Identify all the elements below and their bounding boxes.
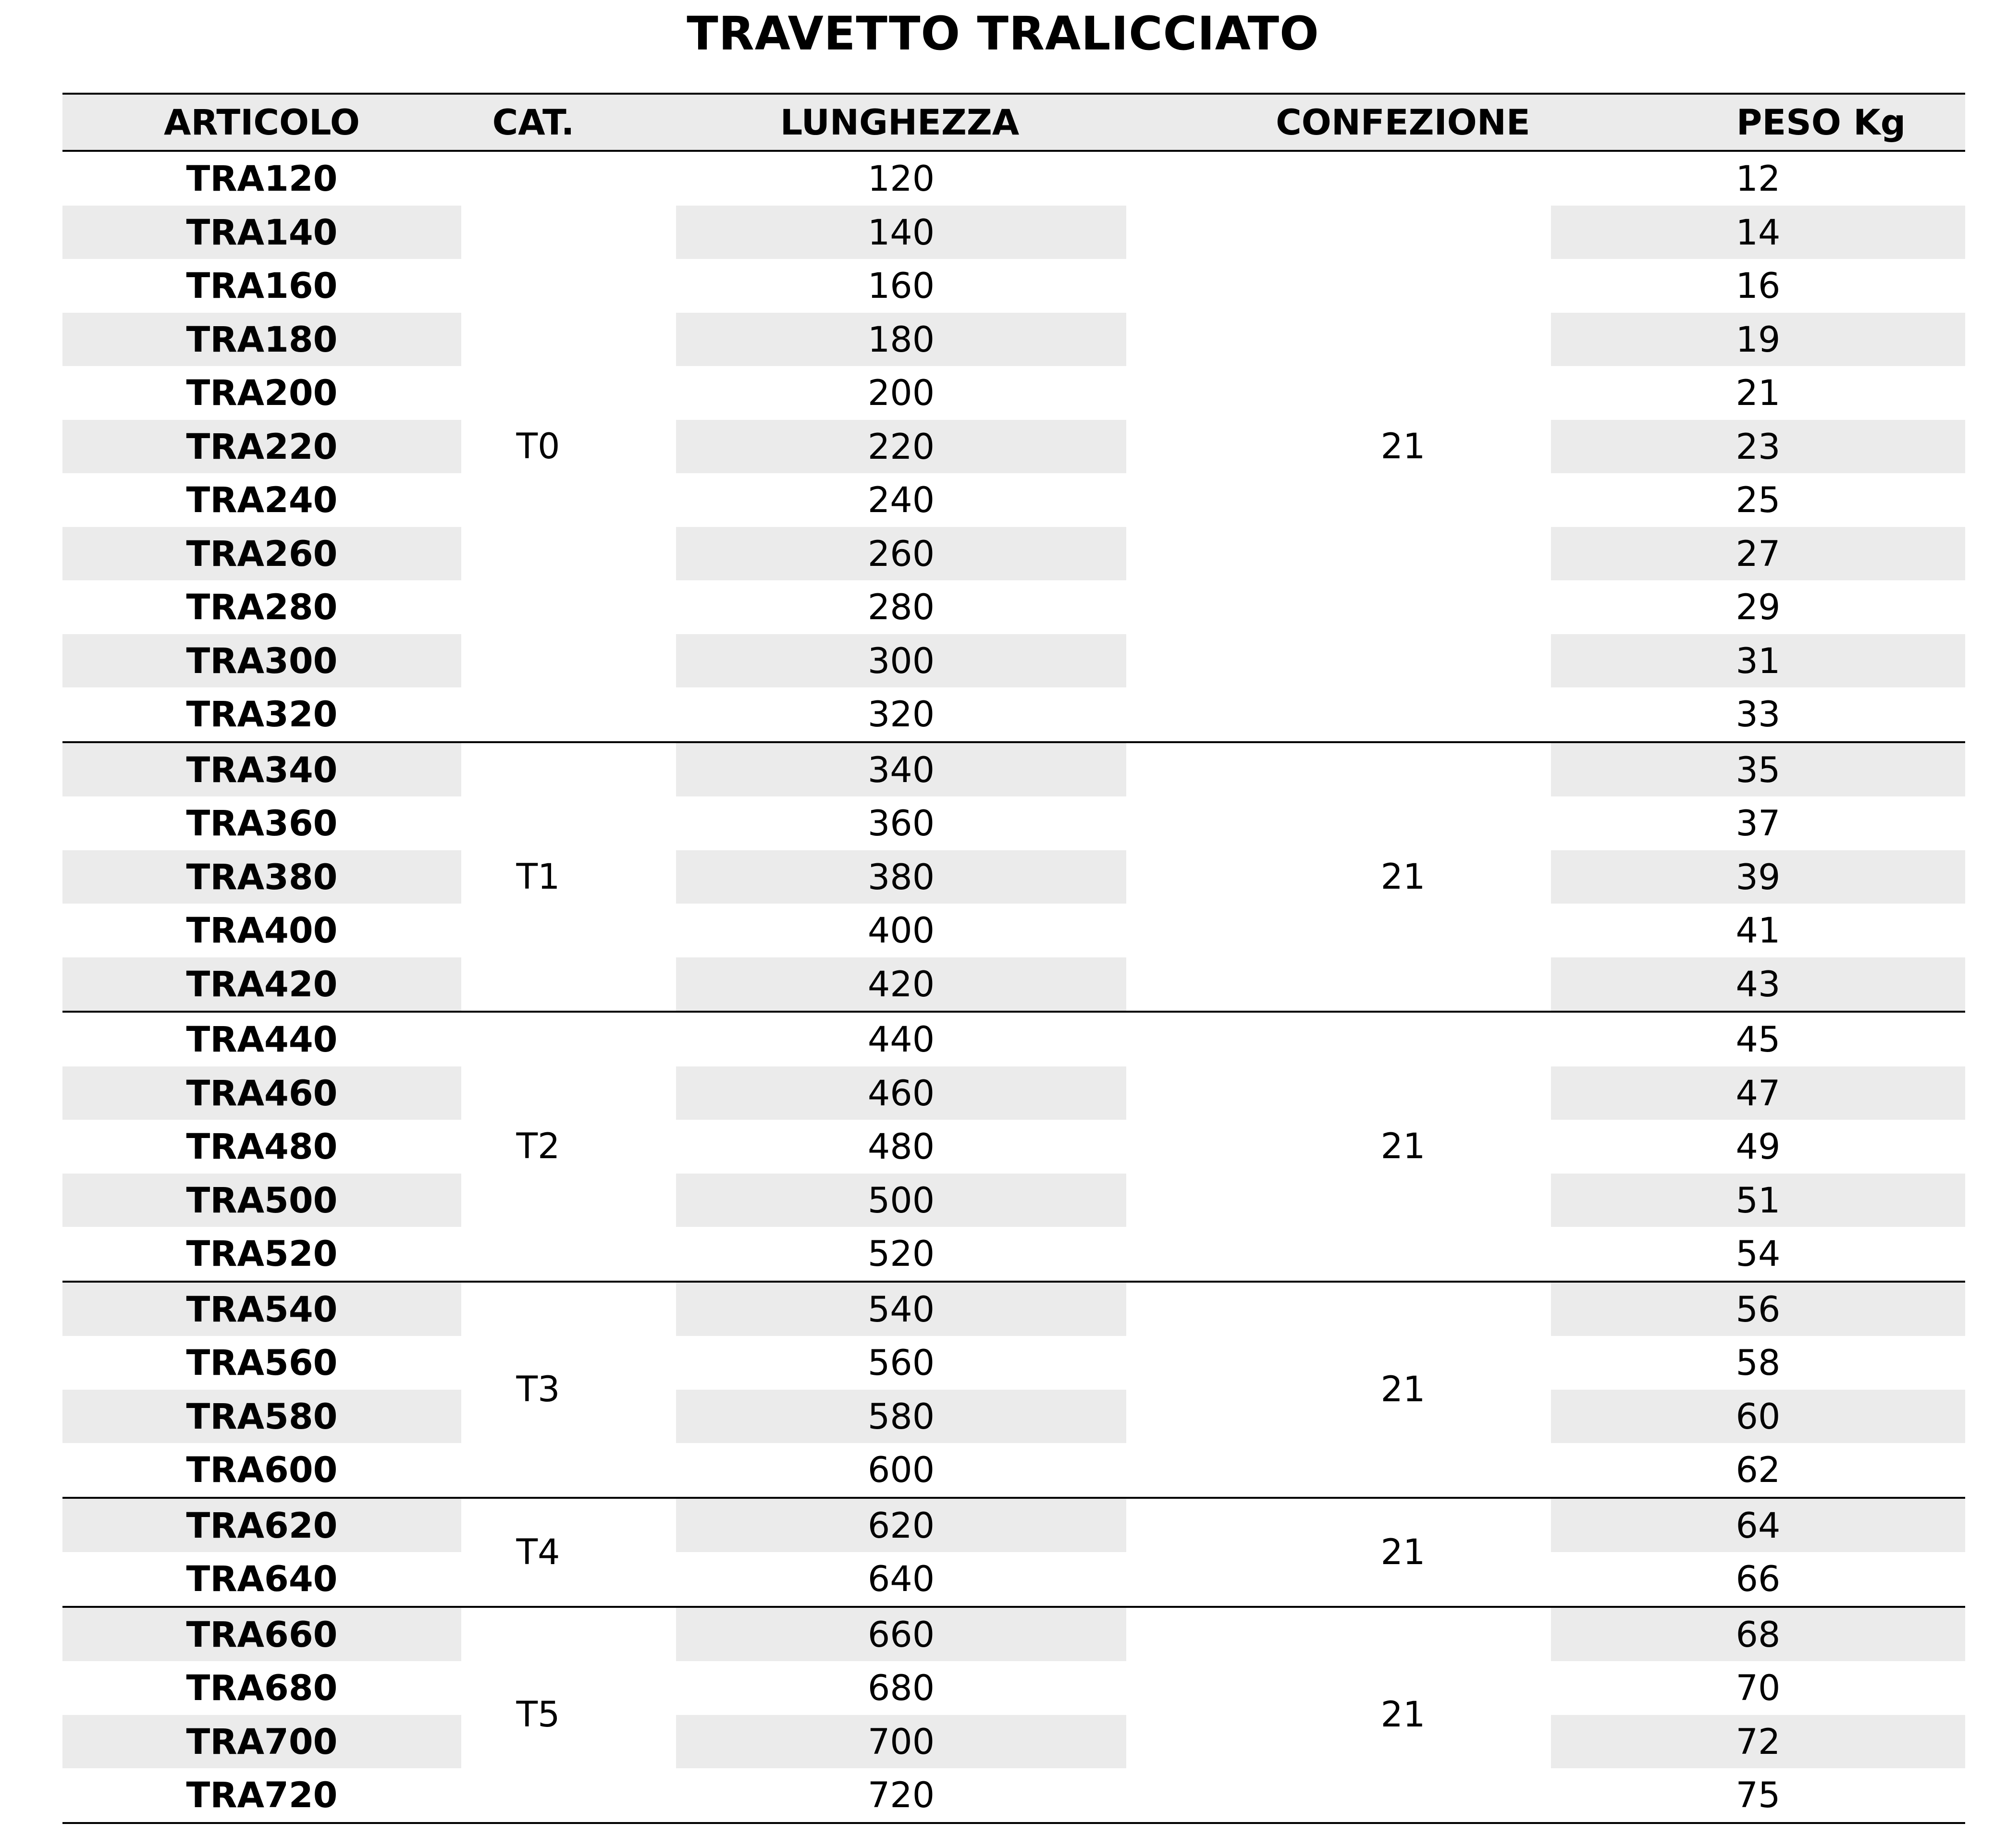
category-group: [62, 1608, 1965, 1824]
cell-articolo: TRA180: [62, 313, 461, 367]
cell-peso: 43: [1551, 957, 1965, 1011]
cell-confezione: 21: [1380, 856, 1426, 897]
table-row: [62, 1499, 1965, 1553]
cell-lunghezza: 520: [867, 1234, 935, 1274]
table-row: [62, 1066, 1965, 1120]
cell-peso: 58: [1735, 1343, 1781, 1383]
table-row: [62, 1715, 1965, 1769]
cell-lunghezza: 360: [867, 803, 935, 844]
cell-confezione: 21: [1380, 1126, 1426, 1167]
cell-lunghezza: 660: [676, 1608, 1126, 1662]
table-row: [62, 1227, 1965, 1281]
cell-articolo: TRA520: [186, 1234, 338, 1274]
cell-peso: 75: [1735, 1775, 1781, 1816]
cell-lunghezza: 140: [676, 206, 1126, 259]
cell-lunghezza: 160: [867, 266, 935, 306]
cell-lunghezza: 620: [676, 1499, 1126, 1553]
cell-lunghezza: 580: [676, 1390, 1126, 1444]
cell-articolo: TRA420: [62, 957, 461, 1011]
category-group: [62, 152, 1965, 743]
cell-articolo: TRA120: [186, 159, 338, 199]
cell-peso: 12: [1735, 159, 1781, 199]
table-row: [62, 527, 1965, 581]
cell-lunghezza: 380: [676, 850, 1126, 904]
cell-peso: 68: [1551, 1608, 1965, 1662]
cell-peso: 39: [1551, 850, 1965, 904]
category-group: [62, 1013, 1965, 1283]
cell-articolo: TRA500: [62, 1174, 461, 1227]
cell-confezione: 21: [1380, 1531, 1426, 1573]
cell-confezione: 21: [1380, 1369, 1426, 1410]
cell-lunghezza: 440: [867, 1019, 935, 1060]
category-group: [62, 1283, 1965, 1499]
cell-articolo: TRA220: [62, 420, 461, 474]
cell-peso: 70: [1735, 1668, 1781, 1709]
cell-peso: 45: [1735, 1019, 1781, 1060]
table-body: [62, 152, 1965, 1824]
cell-peso: 51: [1551, 1174, 1965, 1227]
cell-confezione: 21: [1380, 1694, 1426, 1735]
cell-peso: 33: [1735, 694, 1781, 735]
table-row: [62, 687, 1965, 741]
header-confezione: CONFEZIONE: [1276, 102, 1530, 143]
cell-lunghezza: 560: [867, 1343, 935, 1383]
table-row: [62, 1608, 1965, 1662]
cell-peso: 72: [1551, 1715, 1965, 1769]
cell-articolo: TRA140: [62, 206, 461, 259]
table-row: [62, 743, 1965, 797]
cell-lunghezza: 220: [676, 420, 1126, 474]
cell-peso: 16: [1735, 266, 1781, 306]
table-row: [62, 420, 1965, 474]
table-row: [62, 580, 1965, 634]
cell-peso: 31: [1551, 634, 1965, 688]
table-row: [62, 1283, 1965, 1336]
table-row: [62, 634, 1965, 688]
table-row: [62, 796, 1965, 850]
header-peso: PESO Kg: [1736, 102, 1906, 143]
table-row: [62, 473, 1965, 527]
cell-confezione: 21: [1380, 426, 1426, 467]
cell-articolo: TRA260: [62, 527, 461, 581]
cell-peso: 23: [1551, 420, 1965, 474]
cell-articolo: TRA400: [186, 910, 338, 951]
cell-lunghezza: 200: [867, 373, 935, 414]
cell-articolo: TRA580: [62, 1390, 461, 1444]
table-row: [62, 957, 1965, 1011]
cell-peso: 14: [1551, 206, 1965, 259]
cell-peso: 60: [1551, 1390, 1965, 1444]
table-row: [62, 1336, 1965, 1390]
cell-articolo: TRA200: [186, 373, 338, 414]
product-table: [62, 93, 1965, 1824]
cell-peso: 19: [1551, 313, 1965, 367]
cell-articolo: TRA560: [186, 1343, 338, 1383]
table-row: [62, 1443, 1965, 1497]
cell-lunghezza: 500: [676, 1174, 1126, 1227]
table-row: [62, 1174, 1965, 1227]
cell-peso: 37: [1735, 803, 1781, 844]
cell-articolo: TRA540: [62, 1283, 461, 1336]
cell-peso: 41: [1735, 910, 1781, 951]
cell-articolo: TRA380: [62, 850, 461, 904]
cell-articolo: TRA300: [62, 634, 461, 688]
table-row: [62, 1768, 1965, 1822]
category-group: [62, 1499, 1965, 1608]
cell-lunghezza: 540: [676, 1283, 1126, 1336]
cell-lunghezza: 680: [867, 1668, 935, 1709]
cell-category: T1: [516, 856, 560, 897]
cell-category: T4: [516, 1531, 560, 1573]
cell-articolo: TRA680: [186, 1668, 338, 1709]
cell-peso: 27: [1551, 527, 1965, 581]
cell-articolo: TRA600: [186, 1450, 338, 1491]
cell-lunghezza: 460: [676, 1066, 1126, 1120]
cell-lunghezza: 120: [867, 159, 935, 199]
cell-lunghezza: 280: [867, 587, 935, 628]
cell-articolo: TRA440: [186, 1019, 338, 1060]
table-row: [62, 259, 1965, 313]
cell-lunghezza: 320: [867, 694, 935, 735]
table-row: [62, 313, 1965, 367]
table-row: [62, 1120, 1965, 1174]
header-lunghezza: LUNGHEZZA: [780, 102, 1020, 143]
table-row: [62, 206, 1965, 259]
cell-peso: 54: [1735, 1234, 1781, 1274]
cell-lunghezza: 640: [867, 1559, 935, 1600]
cell-articolo: TRA640: [186, 1559, 338, 1600]
cell-category: T0: [516, 426, 560, 467]
cell-peso: 47: [1551, 1066, 1965, 1120]
cell-articolo: TRA340: [62, 743, 461, 797]
cell-peso: 35: [1551, 743, 1965, 797]
table-row: [62, 1013, 1965, 1066]
cell-articolo: TRA280: [186, 587, 338, 628]
cell-peso: 56: [1551, 1283, 1965, 1336]
cell-articolo: TRA720: [186, 1775, 338, 1816]
cell-lunghezza: 700: [676, 1715, 1126, 1769]
cell-lunghezza: 300: [676, 634, 1126, 688]
cell-category: T2: [516, 1126, 560, 1167]
table-row: [62, 904, 1965, 957]
cell-peso: 49: [1735, 1126, 1781, 1167]
cell-lunghezza: 240: [867, 480, 935, 521]
cell-lunghezza: 340: [676, 743, 1126, 797]
cell-peso: 66: [1735, 1559, 1781, 1600]
cell-peso: 64: [1551, 1499, 1965, 1553]
cell-lunghezza: 720: [867, 1775, 935, 1816]
cell-lunghezza: 600: [867, 1450, 935, 1491]
cell-articolo: TRA700: [62, 1715, 461, 1769]
cell-articolo: TRA480: [186, 1126, 338, 1167]
cell-articolo: TRA620: [62, 1499, 461, 1553]
page-title: TRAVETTO TRALICCIATO: [687, 7, 1319, 61]
table-row: [62, 850, 1965, 904]
cell-lunghezza: 480: [867, 1126, 935, 1167]
cell-articolo: TRA360: [186, 803, 338, 844]
category-group: [62, 743, 1965, 1013]
cell-articolo: TRA320: [186, 694, 338, 735]
cell-category: T3: [516, 1369, 560, 1410]
cell-peso: 29: [1735, 587, 1781, 628]
cell-articolo: TRA240: [186, 480, 338, 521]
table-row: [62, 1661, 1965, 1715]
cell-articolo: TRA160: [186, 266, 338, 306]
cell-articolo: TRA660: [62, 1608, 461, 1662]
table-header: [62, 93, 1965, 152]
header-articolo: ARTICOLO: [164, 102, 360, 143]
table-row: [62, 1390, 1965, 1444]
cell-peso: 62: [1735, 1450, 1781, 1491]
cell-peso: 25: [1735, 480, 1781, 521]
cell-lunghezza: 180: [676, 313, 1126, 367]
cell-category: T5: [516, 1694, 560, 1735]
cell-lunghezza: 260: [676, 527, 1126, 581]
cell-articolo: TRA460: [62, 1066, 461, 1120]
table-row: [62, 1552, 1965, 1606]
table-row: [62, 152, 1965, 206]
header-cat: CAT.: [492, 102, 575, 143]
cell-lunghezza: 420: [676, 957, 1126, 1011]
cell-lunghezza: 400: [867, 910, 935, 951]
table-row: [62, 366, 1965, 420]
cell-peso: 21: [1735, 373, 1781, 414]
